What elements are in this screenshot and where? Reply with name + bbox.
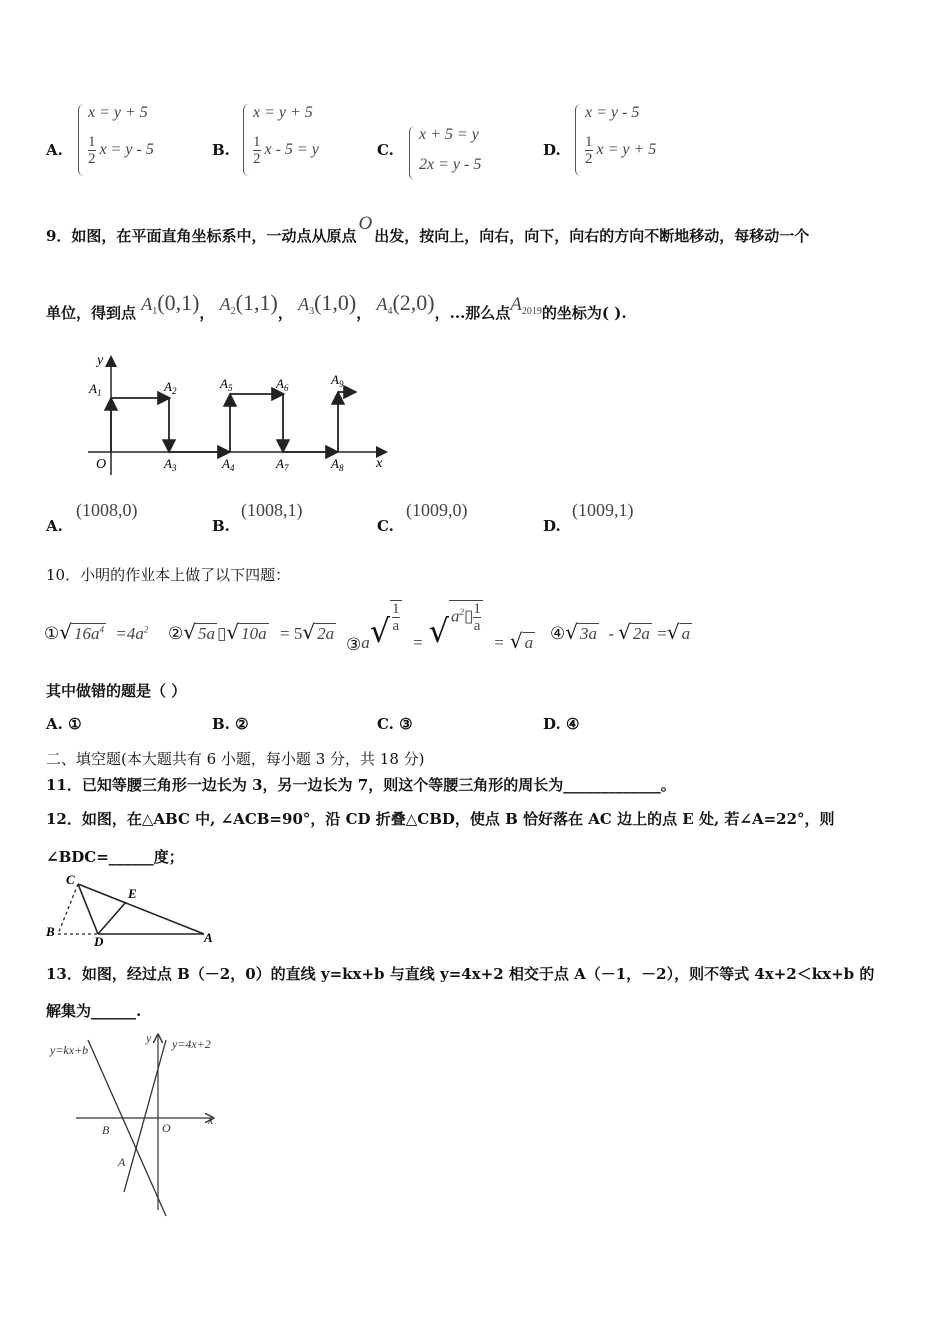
q8-option-a-system[interactable]: x = y + 5 $\frac{1}{2}$ x = y - 5	[78, 104, 188, 180]
q8-option-d-system[interactable]: x = y - 5 $\frac{1}{2}$ x = y + 5	[575, 104, 685, 180]
label-a: A	[118, 1155, 126, 1169]
q8-option-c-system[interactable]: x + 5 = y 2x = y - 5	[409, 126, 519, 182]
q10-stem: 10．小明的作业本上做了以下四题：	[46, 566, 291, 584]
label-c: C	[66, 872, 75, 887]
q10-items	[44, 596, 744, 655]
label-y: y	[146, 1031, 152, 1045]
q10-option-c[interactable]: C. ③	[377, 715, 413, 733]
q9-option-b-letter[interactable]: B.	[212, 517, 230, 535]
q10-option-b[interactable]: B. ②	[212, 715, 249, 733]
label-a: A	[204, 930, 213, 945]
label-e: E	[128, 886, 137, 901]
q9-option-c-value: (1009,0)	[406, 500, 468, 520]
label-a4: $A_4$	[222, 456, 235, 473]
q8-option-a-letter: A.	[46, 141, 63, 159]
q10-item-1: ①√ $16a^4 =4a^2$	[44, 620, 149, 644]
q8-option-b-letter: B.	[212, 141, 230, 159]
q9-stem-line2: 单位，得到点 $A_1(0,1)$， $A_2(1,1)$， $A_3(1,0)$， $A_4(2,0)$，...那么点$A_{2019}$的坐标为( ).	[46, 290, 627, 322]
q10-question: 其中做错的题是（ ）	[46, 682, 187, 700]
label-a5: $A_5$	[220, 376, 233, 393]
q10-option-a[interactable]: A. ①	[46, 715, 82, 733]
y-label: y	[97, 353, 104, 368]
label-a7: $A_7$	[276, 456, 289, 473]
label-a2: $A_2$	[164, 379, 177, 396]
q10-option-d[interactable]: D. ④	[543, 715, 580, 733]
x-label: x	[376, 456, 383, 471]
q9-option-d-value: (1009,1)	[572, 500, 634, 520]
label-kxb: y=kx+b	[50, 1043, 89, 1057]
q9-option-d-letter[interactable]: D.	[543, 517, 561, 535]
section2-heading: 二、填空题(本大题共有 6 小题，每小题 3 分，共 18 分)	[46, 750, 425, 768]
label-x: x	[208, 1113, 214, 1127]
segment-ca	[78, 884, 204, 934]
q9-option-a-letter[interactable]: A.	[46, 517, 63, 535]
q10-item-3: ③a√ $\frac{1}{a}$ = √ $a^2▯$ $\frac{1}{a}$ = √ a	[346, 601, 534, 655]
q10-item-2: ②√ 5a ▯√ 10a = 5√ 2a	[168, 620, 335, 644]
q9-option-b-value: (1008,1)	[241, 500, 303, 520]
label-b: B	[102, 1123, 110, 1137]
line-kx-b	[88, 1040, 166, 1216]
q12-stem-line2: ∠BDC=______度；	[46, 848, 184, 866]
q9-option-a-value: (1008,0)	[76, 500, 138, 520]
q10-item-4: ④√ 3a - √ 2a =√ a	[550, 620, 691, 644]
origin-label: O	[96, 457, 107, 472]
label-b: B	[46, 924, 55, 939]
q9-figure	[80, 350, 400, 480]
q9-stem-line1: 9．如图，在平面直角坐标系中，一动点从原点O出发，按向上，向右，向下，向右的方向不断地移动，每移动一个	[46, 213, 810, 245]
q12-figure	[44, 870, 224, 946]
q8-option-b-system[interactable]: x = y + 5 $\frac{1}{2}$ x - 5 = y	[243, 104, 353, 180]
q8-option-c-letter: C.	[377, 141, 394, 159]
q13-figure	[46, 1030, 236, 1220]
q9-option-c-letter[interactable]: C.	[377, 517, 394, 535]
q12-stem-line1: 12．如图，在△ABC 中, ∠ACB=90°，沿 CD 折叠△CBD，使点 B 恰好落在 AC 边上的点 E 处, 若∠A=22°，则	[46, 810, 835, 828]
label-o: O	[162, 1121, 171, 1135]
q8-option-d-letter: D.	[543, 141, 561, 159]
label-a8: $A_8$	[331, 456, 344, 473]
label-a3: $A_3$	[164, 456, 177, 473]
q13-stem-line2: 解集为______.	[46, 1002, 142, 1020]
label-4x2: y=4x+2	[172, 1037, 211, 1051]
label-a6: $A_6$	[276, 376, 289, 393]
q13-stem-line1: 13．如图，经过点 B（－2，0）的直线 y=kx+b 与直线 y=4x+2 相交于点 A（－1，－2），则不等式 4x+2＜kx+b 的	[46, 965, 875, 983]
q11-stem: 11．已知等腰三角形一边长为 3，另一边长为 7，则这个等腰三角形的周长为_____________。	[46, 776, 676, 794]
label-d: D	[94, 934, 104, 946]
segment-cb	[58, 884, 78, 934]
label-a9: $A_9$	[331, 372, 344, 389]
segment-de	[98, 902, 126, 934]
label-a1: $A_1$	[89, 381, 102, 398]
